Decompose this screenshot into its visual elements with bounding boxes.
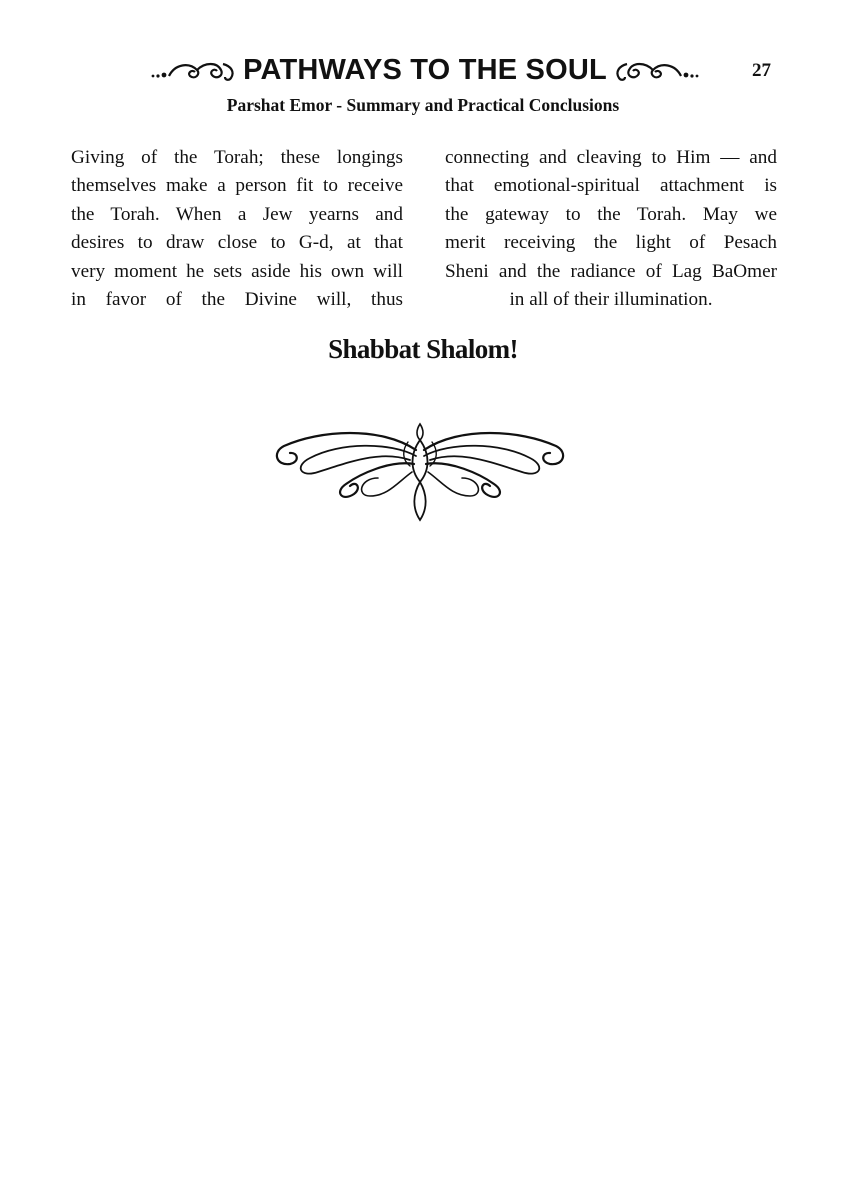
text-line: that emotional-spiritual attachment is: [445, 175, 777, 197]
left-column: [71, 144, 403, 314]
text-line: the gateway to the Torah. May we: [445, 203, 777, 225]
scroll-flourish-left-icon: [149, 58, 239, 82]
body-text-columns: [71, 144, 777, 314]
text-line: connecting and cleaving to Him — and: [445, 147, 777, 168]
running-header: [0, 50, 846, 90]
page-number: 27: [752, 60, 771, 81]
text-line: Giving of the Torah; these longings: [71, 147, 403, 168]
calligraphic-flourish-ornament-icon: [270, 420, 570, 524]
text-line: in favor of the Divine will, thus: [71, 289, 403, 311]
book-title-block: [130, 50, 720, 90]
text-line: in all of their illumination.: [509, 289, 713, 311]
closing-greeting: Shabbat Shalom!: [328, 334, 518, 364]
section-subtitle: Parshat Emor - Summary and Practical Conclusions: [226, 95, 620, 115]
text-line: Sheni and the radiance of Lag BaOmer: [445, 260, 777, 282]
right-column: [445, 144, 777, 314]
book-title: PATHWAYS TO THE SOUL: [243, 53, 607, 86]
text-line: merit receiving the light of Pesach: [445, 232, 777, 254]
scroll-flourish-right-icon: [611, 58, 701, 82]
text-line: themselves make a person fit to receive: [71, 175, 403, 197]
text-line: the Torah. When a Jew yearns and: [71, 203, 403, 225]
text-line: very moment he sets aside his own will: [71, 260, 403, 282]
text-line: desires to draw close to G-d, at that: [71, 232, 403, 254]
